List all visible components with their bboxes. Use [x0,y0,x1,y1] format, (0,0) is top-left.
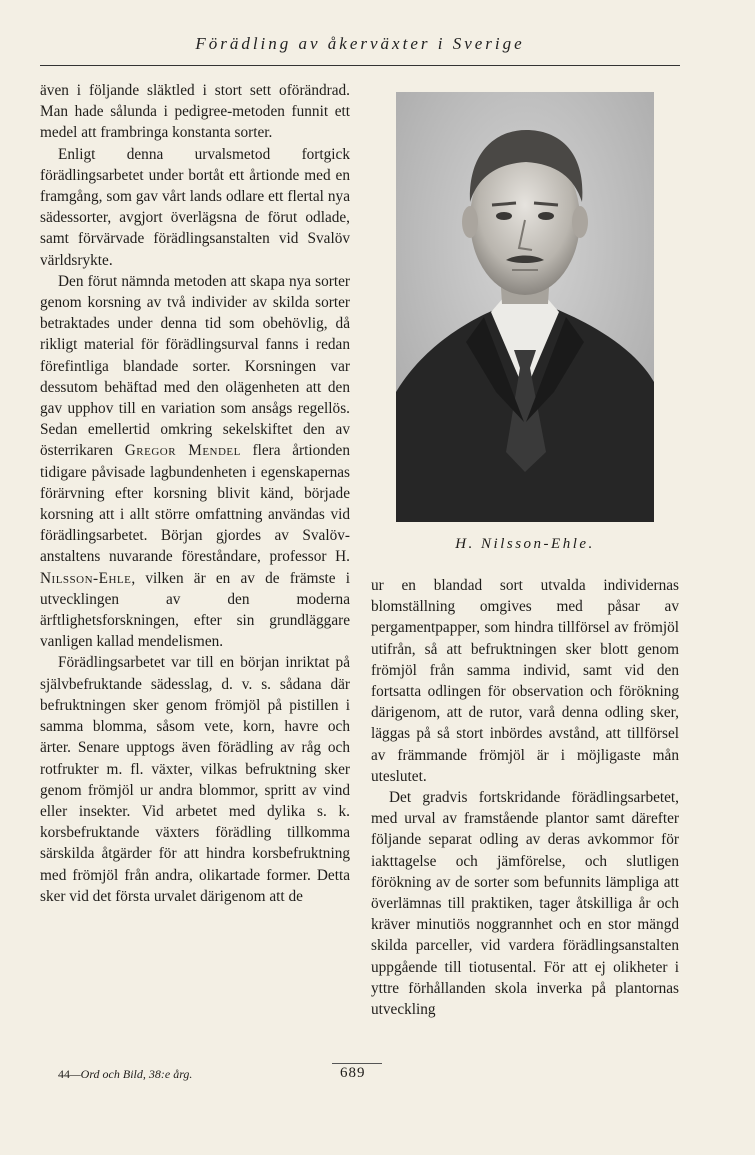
paragraph: Förädlingsarbetet var till en början inriktat på självbefruktande sädesslag, d. v. s. sådana där befruktningen sker genom frömjöl på pistillen i samma blomma, såsom vete, korn, havre och ärter. Senare upptogs även förädling av råg och rotfrukter m. fl. växter, vilkas befruktning sker genom frömjöl ur andra blommor, spritt av vind eller insekter. Vid arbetet med dylika s. k. korsbefruktande växters förädling tillkomma särskilda åtgärder för att hindra korsbefruktning med frömjöl från andra, olikartade former. Detta sker vid det första urvalet därigenom att de [40,654,350,905]
paragraph: Det gradvis fortskridande förädlingsarbetet, med urval av framstående plantor samt därefter följande separat odling av deras avkommor för iakttagelse och jämförelse, och slutligen förökning av de sorter som befunnits lämpliga att överlämnas till praktiken, tager åtskilliga år och kräver minutiös noggrannhet och en stor mängd skilda parceller, vid vardera förädlingsanstalten uppgående till tiotusental. För att ej olikheter i yttre förhållanden skola inverka på plantornas utveckling [371,789,679,1019]
publication-name: —Ord och Bild, 38:e årg. [70,1067,193,1081]
header-rule [40,65,680,66]
portrait-photo [396,92,654,522]
paragraph [40,271,350,653]
right-text-column [371,575,679,1020]
issue-number: 44 [58,1067,70,1081]
page-number: 689 [340,1065,366,1081]
paragraph: Enligt denna urvalsmetod fortgick förädlingsarbetet under bortåt ett årtionde med en framgång, som gav vårt lands odlare ett flertal nya sädessorter, avgjort överlägsna de förut odlade, samt förvärvade förädlingsanstalten vid Svalöv världsrykte. [40,145,350,269]
paragraph: ur en blandad sort utvalda individernas blomställning omgives med påsar av pergamentpapper, som hindra tillförsel av frömjöl utifrån, så att befruktningen sker blott genom frömjöl från samma individ, samt vid den fortsatta odlingen för observation och förökning därigenom, att de rutor, varå denna odling sker, läggas på så stort inbördes avstånd, att tillförsel av främmande frömjöl är i möjligaste mån uteslutet. [371,577,679,785]
publication-footer [58,1067,192,1082]
portrait-illustration [396,92,654,522]
paragraph-text: flera årtionden tidigare påvisade lagbundenheten i egenskapernas förärvning efter korsning blivit känd, började korsning att i allt större omfattning användas vid förädlingsarbetet. Början gjordes av Svalöv-anstaltens nuvarande föreståndare, professor H. [40,442,350,566]
paragraph: även i följande släktled i stort sett oförändrad. Man hade sålunda i pedigree-metoden funnit ett medel att frambringa konstanta sorter. [40,82,350,142]
person-name: Gregor Mendel [124,442,241,460]
figure-caption: H. Nilsson-Ehle. [455,536,595,552]
left-text-column [40,80,350,907]
running-title: Förädling av åkerväxter i Sverige [195,34,525,53]
person-name: Nilsson-Ehle [40,569,132,587]
paragraph-text: Den förut nämnda metoden att skapa nya sorter genom korsning av två individer av skilda sorter betraktades under denna tid som obehövlig, då rikligt material för förädlingsurval fanns i redan förefintliga blandade sorter. Korsningen var dessutom behäftad med den olägenheten att den gav upphov till en variation som ansågs regellös. Sedan emellertid omkring sekelskiftet den av österrikaren [40,272,350,460]
page-number-rule [332,1063,382,1064]
paragraph-text: , vilken är en av de främste i utvecklingen av den moderna ärftlighetsforskningen, efter sin grundläggare vanligen kallad mendelismen. [40,569,350,651]
